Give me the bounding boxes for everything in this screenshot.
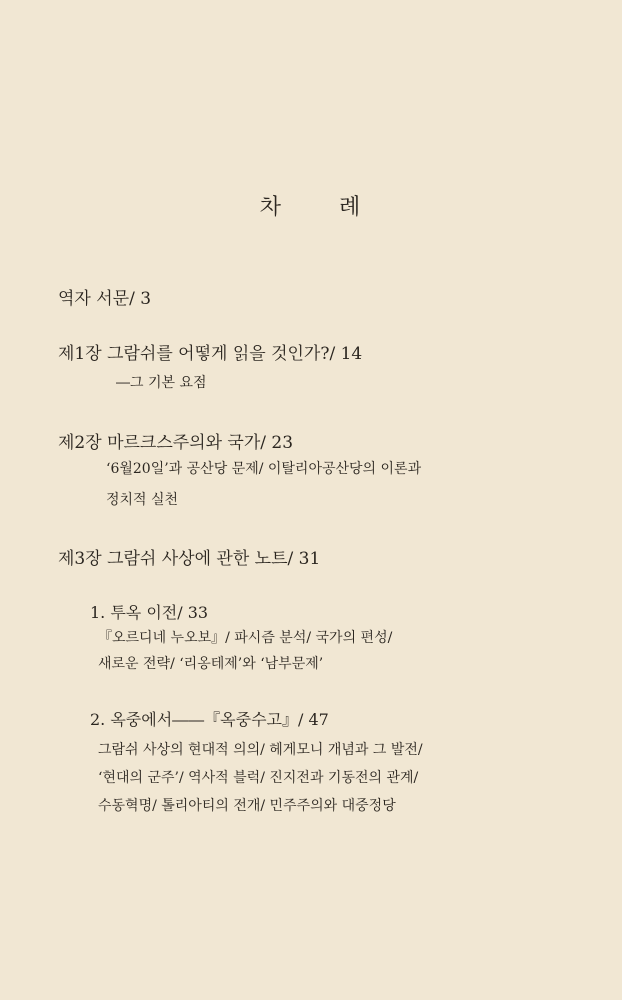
toc-entry-section-1: 1. 투옥 이전/ 33 (90, 603, 209, 622)
toc-entry-chapter-2-subtitle-line2: 정치적 실천 (106, 492, 179, 508)
toc-entry-chapter-3: 제3장 그람쉬 사상에 관한 노트/ 31 (58, 549, 321, 569)
toc-entry-chapter-2-subtitle-line1: ‘6월20일’과 공산당 문제/ 이탈리아공산당의 이론과 (106, 461, 422, 477)
toc-entry-section-2-topics-line3: 수동혁명/ 톨리아티의 전개/ 민주주의와 대중정당 (98, 798, 396, 814)
title-right: 례 (339, 195, 363, 220)
toc-entry-chapter-1-subtitle: ―그 기본 요점 (116, 375, 207, 391)
toc-entry-section-1-topics-line2: 새로운 전략/ ‘리옹테제’와 ‘남부문제’ (98, 656, 324, 672)
toc-entry-chapter-2: 제2장 마르크스주의와 국가/ 23 (58, 433, 294, 453)
toc-entry-chapter-1: 제1장 그람쉬를 어떻게 읽을 것인가?/ 14 (58, 344, 363, 364)
page-title (0, 190, 622, 221)
toc-entry-section-1-topics-line1: 『오르디네 누오보』/ 파시즘 분석/ 국가의 편성/ (98, 630, 393, 646)
toc-entry-section-2: 2. 옥중에서――『옥중수고』/ 47 (90, 710, 329, 729)
toc-entry-section-2-topics-line1: 그람쉬 사상의 현대적 의의/ 헤게모니 개념과 그 발전/ (98, 742, 423, 758)
title-left: 차 (259, 195, 283, 220)
toc-entry-section-2-topics-line2: ‘현대의 군주’/ 역사적 블럭/ 진지전과 기동전의 관계/ (98, 770, 419, 786)
toc-entry-preface: 역자 서문/ 3 (58, 289, 152, 309)
